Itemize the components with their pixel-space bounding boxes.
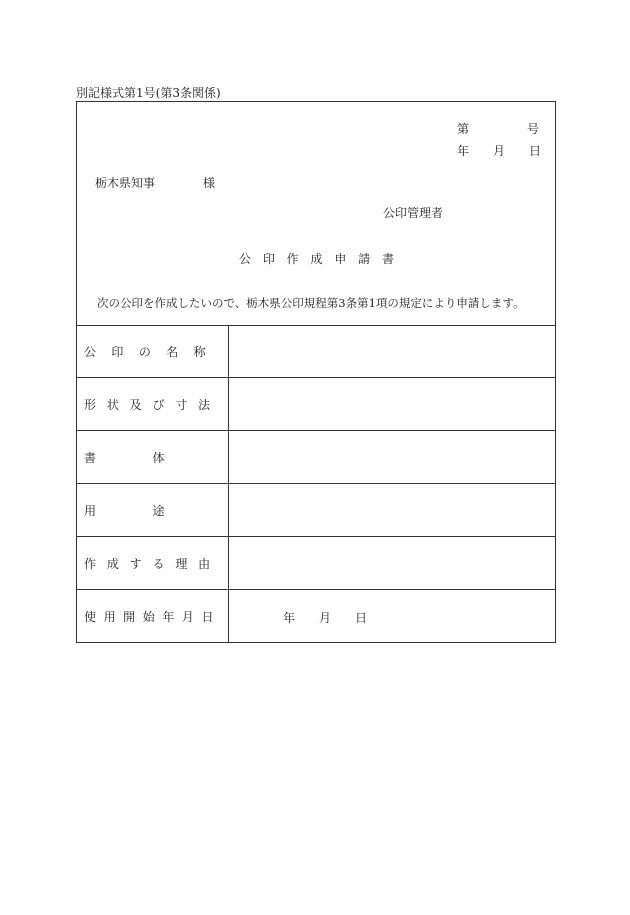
title-char: 書 — [381, 252, 394, 266]
label-char: 名 — [166, 344, 179, 359]
addressee: 栃木県知事 — [95, 176, 156, 190]
label-char: 用 — [84, 503, 97, 518]
label-char: 作 — [84, 556, 97, 571]
creation-reason-field[interactable] — [229, 537, 555, 589]
start-date-month: 月 — [319, 611, 332, 625]
table-row — [77, 537, 555, 590]
label-char: 形 — [84, 397, 97, 412]
application-form — [76, 101, 556, 643]
date-month: 月 — [493, 144, 506, 158]
row-label — [77, 484, 229, 536]
application-statement: 次の公印を作成したいので、栃木県公印規程第3条第1項の規定により申請します。 — [97, 296, 525, 310]
title-char: 印 — [262, 252, 275, 266]
row-label — [77, 431, 229, 483]
label-char: 書 — [84, 450, 97, 465]
label-char: 開 — [123, 610, 136, 624]
form-table — [77, 325, 555, 643]
applicant-title: 公印管理者 — [383, 206, 444, 220]
title-char: 公 — [239, 252, 252, 266]
row-label — [77, 325, 229, 377]
label-char: 寸 — [175, 397, 188, 412]
doc-number-prefix: 第 — [457, 122, 470, 136]
label-char: 称 — [193, 344, 206, 359]
label-char: 使 — [84, 610, 97, 624]
label-char: 状 — [106, 397, 119, 412]
table-row — [77, 431, 555, 484]
date-year: 年 — [457, 144, 470, 158]
table-row — [77, 378, 555, 431]
start-date-year: 年 — [283, 611, 296, 625]
table-row — [77, 325, 555, 378]
date-day: 日 — [529, 144, 542, 158]
form-header — [77, 102, 555, 326]
shape-size-field[interactable] — [229, 378, 555, 430]
label-char: 用 — [103, 610, 116, 624]
label-char: 体 — [152, 450, 165, 465]
label-char: る — [152, 556, 165, 571]
form-caption: 別記様式第1号(第3条関係) — [76, 86, 221, 100]
start-date-day: 日 — [355, 611, 368, 625]
label-char: 日 — [201, 610, 214, 624]
label-char: 印 — [111, 344, 124, 359]
title-char: 申 — [334, 252, 347, 266]
row-label — [77, 537, 229, 589]
row-label — [77, 590, 229, 643]
label-char: 成 — [106, 556, 119, 571]
label-char: 理 — [175, 556, 188, 571]
title-char: 成 — [310, 252, 323, 266]
start-date-field[interactable] — [229, 590, 555, 643]
label-char: 由 — [198, 556, 211, 571]
typeface-field[interactable] — [229, 431, 555, 483]
label-char: 途 — [152, 503, 165, 518]
table-row — [77, 484, 555, 537]
label-char: す — [129, 556, 142, 571]
label-char: 月 — [181, 610, 194, 624]
label-char: 公 — [84, 344, 97, 359]
row-label — [77, 378, 229, 430]
seal-name-field[interactable] — [229, 325, 555, 377]
label-char: 及 — [129, 397, 142, 412]
addressee-honorific: 様 — [203, 176, 216, 190]
label-char: 法 — [198, 397, 211, 412]
purpose-field[interactable] — [229, 484, 555, 536]
document-title — [239, 250, 394, 267]
label-char: 始 — [142, 610, 155, 624]
title-char: 請 — [358, 252, 371, 266]
table-row — [77, 590, 555, 643]
label-char: び — [152, 397, 165, 412]
label-char: の — [138, 344, 151, 359]
label-char: 年 — [162, 610, 175, 624]
title-char: 作 — [286, 252, 299, 266]
doc-number-suffix: 号 — [527, 122, 540, 136]
